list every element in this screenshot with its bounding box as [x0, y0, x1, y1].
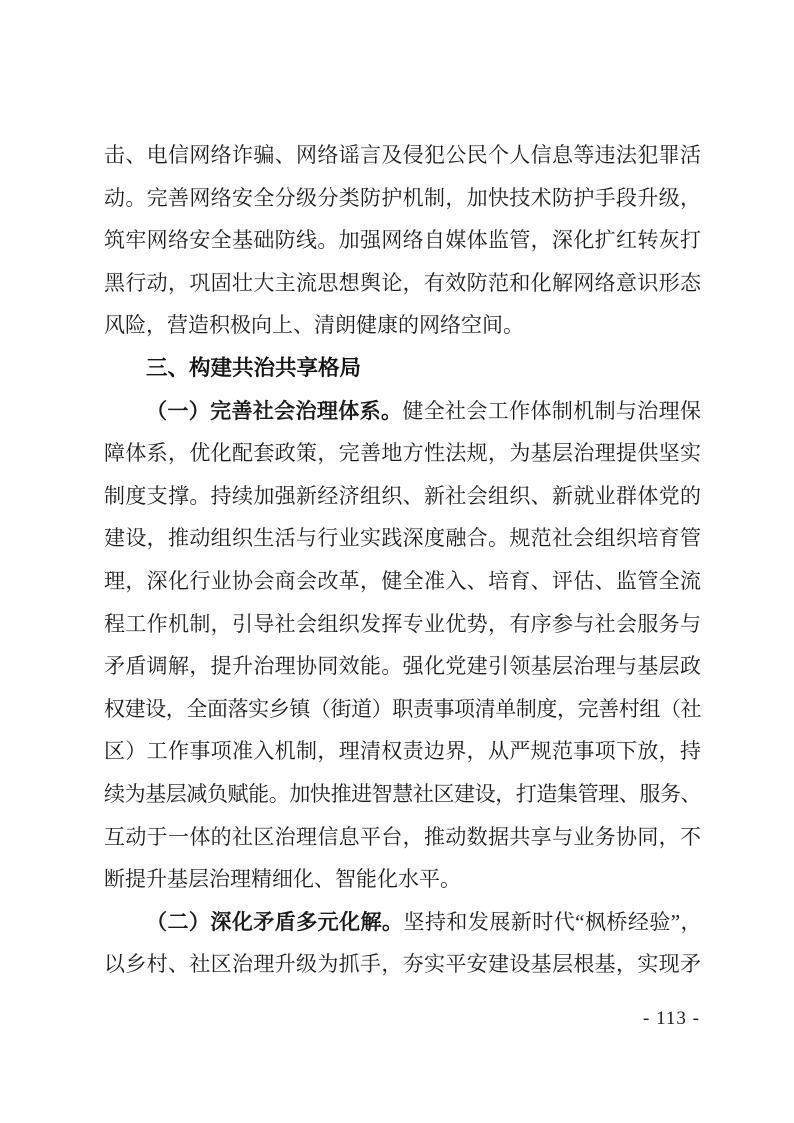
paragraph-lead: （二）深化矛盾多元化解。: [146, 909, 404, 934]
body-line: 筑牢网络安全基础防线。加强网络自媒体监管，深化扩红转灰打: [104, 228, 701, 253]
body-line: 断提升基层治理精细化、智能化水平。: [104, 867, 461, 892]
body-line: 程工作机制，引导社会组织发挥专业优势，有序参与社会服务与: [104, 611, 701, 636]
body-line: 以乡村、社区治理升级为抓手，夯实平安建设基层根基，实现矛: [104, 952, 701, 977]
page-number: - 113 -: [643, 1008, 700, 1029]
body-line: 制度支撑。持续加强新经济组织、新社会组织、新就业群体党的: [104, 483, 701, 508]
body-line: 续为基层减负赋能。加快推进智慧社区建设，打造集管理、服务、: [104, 781, 701, 806]
body-line: 障体系，优化配套政策，完善地方性法规，为基层治理提供坚实: [104, 441, 701, 466]
section-heading: 三、构建共治共享格局: [146, 355, 362, 380]
body-line: 黑行动，巩固壮大主流思想舆论，有效防范和化解网络意识形态: [104, 270, 701, 295]
body-line: 权建设，全面落实乡镇（街道）职责事项清单制度，完善村组（社: [104, 696, 701, 721]
document-body: [104, 134, 701, 986]
body-line: 击、电信网络诈骗、网络谣言及侵犯公民个人信息等违法犯罪活: [104, 143, 701, 167]
body-line: 区）工作事项准入机制，理清权责边界，从严规范事项下放，持: [104, 739, 701, 764]
paragraph-lead: （一）完善社会治理体系。: [146, 398, 403, 423]
paragraph-lead-rest: 健全社会工作体制机制与治理保: [402, 398, 702, 423]
body-line: 理，深化行业协会商会改革，健全准入、培育、评估、监管全流: [104, 568, 701, 593]
body-line: 矛盾调解，提升治理协同效能。强化党建引领基层治理与基层政: [104, 654, 701, 679]
paragraph-lead-rest: 坚持和发展新时代“枫桥经验”，: [403, 909, 701, 934]
body-line: 风险，营造积极向上、清朗健康的网络空间。: [104, 313, 524, 338]
paragraph-first-line: [104, 390, 701, 433]
paragraph-first-line: [104, 901, 701, 944]
body-line: 动。完善网络安全分级分类防护机制，加快技术防护手段升级，: [104, 185, 701, 210]
body-line: 互动于一体的社区治理信息平台，推动数据共享与业务协同，不: [104, 824, 701, 849]
body-line: 建设，推动组织生活与行业实践深度融合。规范社会组织培育管: [104, 526, 701, 551]
